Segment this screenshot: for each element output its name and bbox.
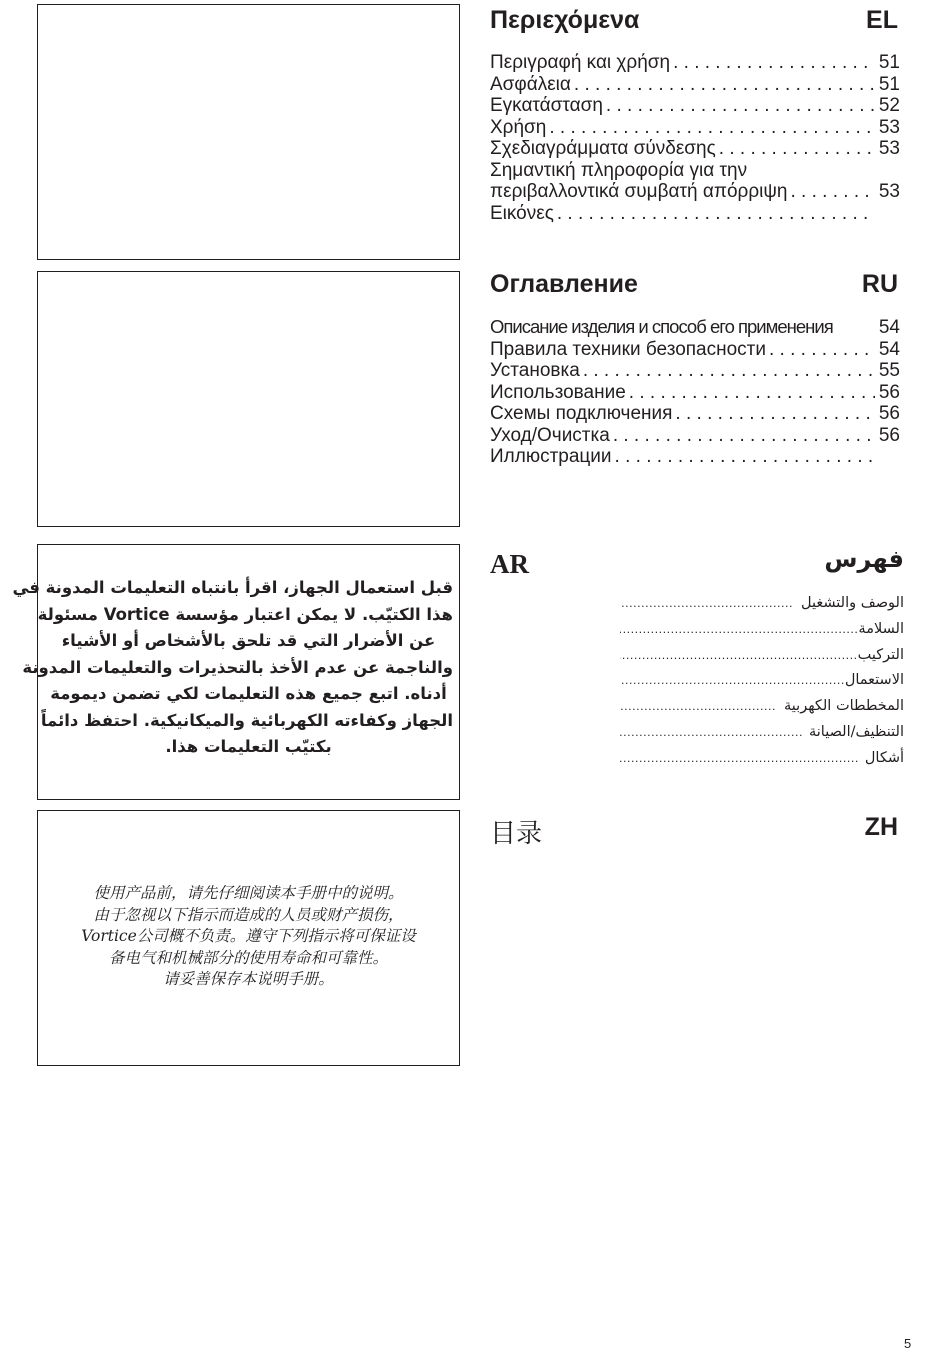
notice-zh-line: 使用产品前，请先仔细阅读本手册中的说明。 bbox=[93, 884, 404, 902]
language-code: AR bbox=[490, 549, 529, 579]
notice-zh-line: 请妥善保存本说明手册。 bbox=[163, 970, 334, 988]
toc-label: التركيب bbox=[857, 646, 904, 663]
toc-label: περιβαλλοντικά συμβατή απόρριψη bbox=[490, 181, 788, 202]
toc-entry[interactable] bbox=[490, 138, 900, 160]
toc-label: أشكال bbox=[864, 749, 904, 766]
section-header bbox=[490, 547, 904, 581]
notice-ar-line: أدناه. اتبع جميع هذه التعليمات لكي تضمن ديمومة bbox=[50, 684, 447, 703]
toc-entry[interactable] bbox=[490, 382, 900, 404]
toc-label: الوصف والتشغيل bbox=[801, 595, 904, 611]
toc-label: Εικόνες bbox=[490, 202, 554, 224]
leader-dots bbox=[620, 668, 845, 694]
leader-dots bbox=[791, 181, 875, 203]
toc-entry[interactable] bbox=[490, 425, 900, 447]
leader-dots bbox=[620, 720, 803, 746]
toc-entry[interactable] bbox=[490, 117, 900, 139]
toc-label: Иллюстрации bbox=[490, 446, 612, 467]
toc-entry[interactable] bbox=[490, 403, 900, 425]
leader-dots bbox=[719, 138, 875, 160]
toc-label: Схемы подключения bbox=[490, 403, 673, 424]
toc-entry[interactable] bbox=[490, 617, 904, 643]
leader-dots bbox=[673, 52, 875, 74]
leader-dots bbox=[613, 425, 875, 447]
toc-label: Использование bbox=[490, 381, 626, 403]
leader-dots bbox=[675, 403, 874, 425]
toc-entry[interactable] bbox=[490, 181, 900, 203]
leader-dots bbox=[629, 382, 875, 404]
section-header bbox=[490, 6, 900, 40]
toc-entry[interactable] bbox=[490, 746, 904, 772]
toc-label: Χρήση bbox=[490, 116, 547, 138]
section-title: Περιεχόμενα bbox=[490, 6, 640, 34]
toc-entry[interactable] bbox=[490, 203, 900, 225]
toc-entry[interactable] bbox=[490, 643, 904, 669]
notice-ar-line: بكتيّب التعليمات هذا. bbox=[165, 737, 332, 756]
leader-dots bbox=[620, 746, 859, 772]
section-header bbox=[490, 270, 900, 304]
empty-box-el bbox=[37, 4, 460, 260]
toc-entry[interactable] bbox=[490, 446, 900, 468]
toc-section-zh bbox=[490, 813, 900, 847]
leader-dots bbox=[620, 643, 858, 669]
toc-list bbox=[490, 52, 900, 224]
toc-section-ar bbox=[490, 547, 904, 772]
notice-zh-line: 由于忽视以下指示而造成的人员或财产损伤， bbox=[93, 905, 404, 924]
empty-box-ru bbox=[37, 271, 460, 527]
toc-page: 56 bbox=[878, 403, 900, 424]
leader-dots bbox=[620, 694, 776, 720]
toc-page: 56 bbox=[878, 424, 900, 446]
toc-page: 56 bbox=[878, 381, 900, 403]
section-header bbox=[490, 813, 900, 847]
toc-entry[interactable] bbox=[490, 316, 900, 339]
toc-label: المخططات الكهربية bbox=[784, 698, 904, 715]
toc-entry[interactable] bbox=[490, 52, 900, 74]
toc-label: الاستعمال bbox=[844, 672, 904, 689]
toc-label: Εγκατάσταση bbox=[490, 95, 603, 116]
toc-list bbox=[490, 591, 904, 772]
toc-entry[interactable] bbox=[490, 74, 900, 96]
notice-zh-line: 备电气和机械部分的使用寿命和可靠性。 bbox=[108, 948, 388, 967]
toc-page: 53 bbox=[878, 116, 900, 138]
notice-zh-line: Vortice公司概不负责。遵守下列指示将可保证设 bbox=[81, 927, 416, 945]
toc-label: Уход/Очистка bbox=[490, 424, 610, 446]
toc-entry[interactable] bbox=[490, 668, 904, 694]
toc-entry[interactable] bbox=[490, 591, 904, 617]
toc-label: التنظيف/الصيانة bbox=[809, 723, 904, 740]
toc-label: Σημαντική πληροφορία για την bbox=[490, 159, 748, 181]
notice-ar-line: قبل استعمال الجهاز، اقرأ بانتباه التعليمات المدونة في bbox=[12, 578, 453, 597]
notice-ar-line: هذا الكتيّب. لا يمكن اعتبار مؤسسة Vortice مسئولة bbox=[37, 604, 453, 624]
leader-dots bbox=[615, 446, 872, 468]
notice-ar-line: عن الأضرار التي قد تلحق بالأشخاص أو الأشياء bbox=[61, 631, 436, 650]
notice-ar-line: الجهاز وكفاءته الكهربائية والميكانيكية. احتفظ دائماً bbox=[40, 710, 453, 730]
toc-entry[interactable] bbox=[490, 720, 904, 746]
toc-label: Правила техники безопасности bbox=[490, 338, 766, 360]
leader-dots bbox=[606, 95, 875, 117]
toc-label: Σχεδιαγράμματα σύνδεσης bbox=[490, 138, 716, 159]
toc-label: Ασφάλεια bbox=[490, 73, 571, 95]
toc-entry[interactable] bbox=[490, 339, 900, 361]
leader-dots bbox=[620, 617, 858, 643]
toc-label: Описание изделия и способ его применения bbox=[490, 316, 833, 337]
toc-label: Περιγραφή και χρήση bbox=[490, 52, 671, 73]
toc-page: 53 bbox=[878, 138, 900, 159]
leader-dots bbox=[557, 203, 872, 225]
toc-section-ru bbox=[490, 270, 900, 468]
notice-ar-line: والناجمة عن عدم الأخذ بالتحذيرات والتعليمات المدونة bbox=[22, 657, 453, 677]
toc-entry[interactable] bbox=[490, 95, 900, 117]
leader-dots bbox=[583, 360, 875, 382]
toc-page: 54 bbox=[878, 317, 900, 338]
section-title: فهرس bbox=[824, 545, 904, 573]
toc-section-el bbox=[490, 6, 900, 224]
toc-page: 54 bbox=[878, 338, 900, 360]
toc-entry[interactable] bbox=[490, 160, 900, 182]
toc-label: السلامة bbox=[858, 620, 904, 637]
page-number: 5 bbox=[904, 1336, 912, 1351]
notice-box-ar bbox=[12, 544, 460, 800]
leader-dots bbox=[549, 117, 875, 139]
language-code: ZH bbox=[864, 813, 898, 841]
toc-page: 51 bbox=[878, 52, 900, 73]
leader-dots bbox=[620, 591, 793, 617]
toc-entry[interactable] bbox=[490, 694, 904, 720]
toc-page: 53 bbox=[878, 181, 900, 202]
section-title: Оглавление bbox=[490, 270, 638, 298]
leader-dots bbox=[574, 74, 875, 96]
toc-entry[interactable] bbox=[490, 360, 900, 382]
notice-box-zh bbox=[37, 810, 460, 1066]
toc-page: 55 bbox=[878, 360, 900, 381]
toc-label: Установка bbox=[490, 360, 580, 381]
language-code: RU bbox=[861, 270, 898, 298]
toc-list bbox=[490, 316, 900, 468]
leader-dots bbox=[769, 339, 875, 361]
language-code: EL bbox=[866, 6, 898, 34]
toc-page: 52 bbox=[878, 95, 900, 116]
section-title: 目录 bbox=[490, 819, 543, 849]
toc-page: 51 bbox=[878, 73, 900, 95]
